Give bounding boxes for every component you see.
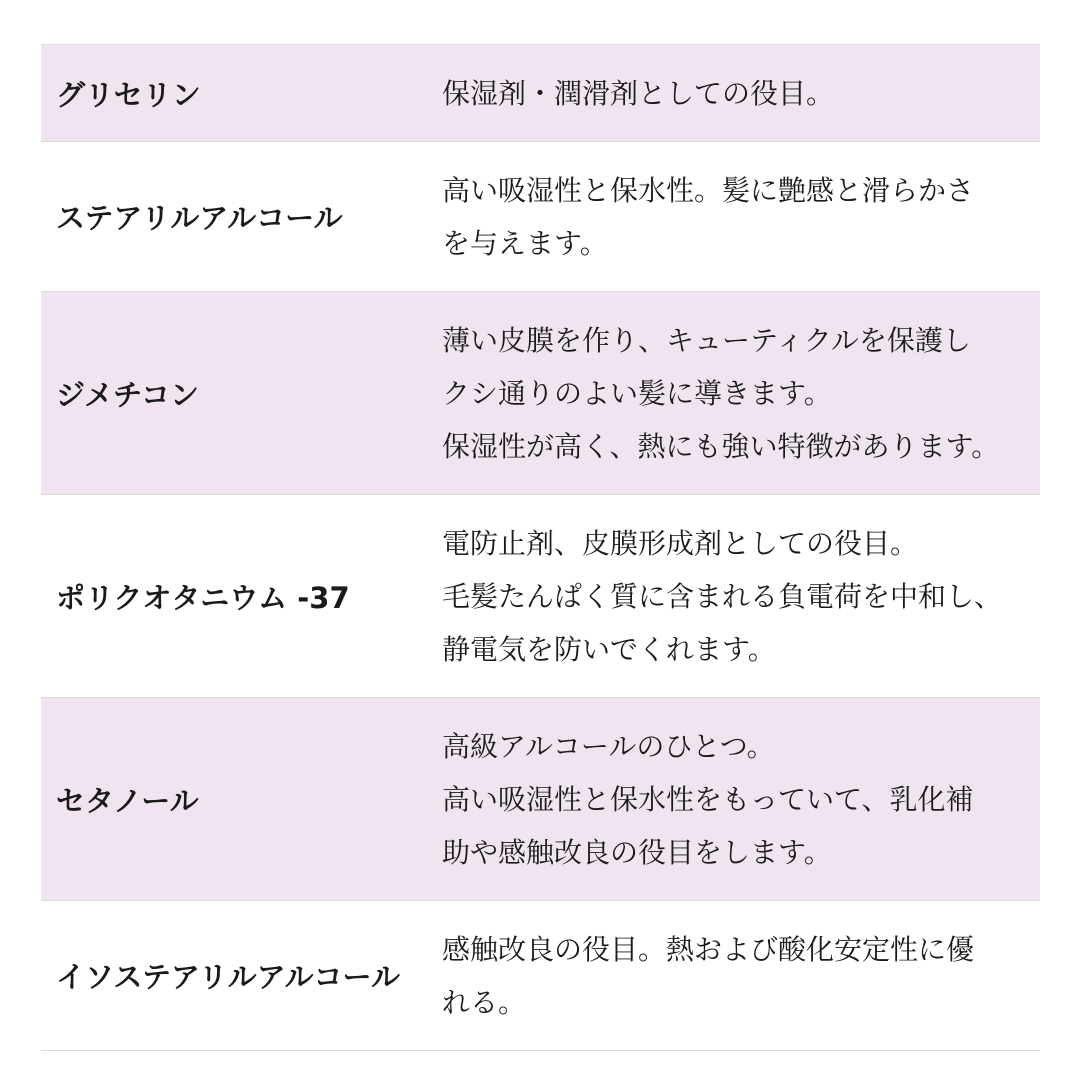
- description-line: 薄い皮膜を作り、キューティクルを保護し: [442, 324, 971, 357]
- table-row: [41, 698, 1040, 901]
- description-line: 高い吸湿性と保水性をもっていて、乳化補: [442, 783, 974, 816]
- description-line: 助や感触改良の役目をします。: [442, 836, 832, 869]
- table-row: [41, 45, 1040, 142]
- description-line: を与えます。: [442, 227, 608, 260]
- ingredient-name: ジメチコン: [41, 292, 427, 495]
- description-line: 毛髪たんぱく質に含まれる負電荷を中和し、: [442, 580, 1003, 613]
- table-row: [41, 142, 1040, 292]
- ingredient-description: [427, 495, 1040, 698]
- ingredient-name: グリセリン: [41, 45, 427, 142]
- description-line: 保湿性が高く、熱にも強い特徴があります。: [442, 430, 1000, 463]
- description-line: 感触改良の役目。熱および酸化安定性に優: [442, 933, 975, 966]
- ingredient-name: セタノール: [41, 698, 427, 901]
- description-line: 保湿剤・潤滑剤としての役目。: [442, 77, 835, 110]
- ingredient-description: [427, 901, 1040, 1051]
- ingredient-description: [427, 698, 1040, 901]
- description-line: 高級アルコールのひとつ。: [442, 730, 775, 763]
- description-line: 電防止剤、皮膜形成剤としての役目。: [442, 527, 919, 560]
- description-line: 静電気を防いでくれます。: [442, 633, 776, 666]
- ingredient-name: ステアリルアルコール: [41, 142, 427, 292]
- ingredient-description: [427, 142, 1040, 292]
- table-row: [41, 901, 1040, 1051]
- description-line: クシ通りのよい髪に導きます。: [442, 377, 832, 410]
- ingredient-name: ポリクオタニウム -37: [41, 495, 427, 698]
- ingredient-name: イソステアリルアルコール: [41, 901, 427, 1051]
- description-line: れる。: [442, 986, 527, 1019]
- table-row: [41, 292, 1040, 495]
- ingredient-description: [427, 45, 1040, 142]
- table-row: [41, 495, 1040, 698]
- description-line: 高い吸湿性と保水性。髪に艶感と滑らかさ: [442, 174, 975, 207]
- ingredient-table: [41, 44, 1040, 1051]
- ingredient-description: [427, 292, 1040, 495]
